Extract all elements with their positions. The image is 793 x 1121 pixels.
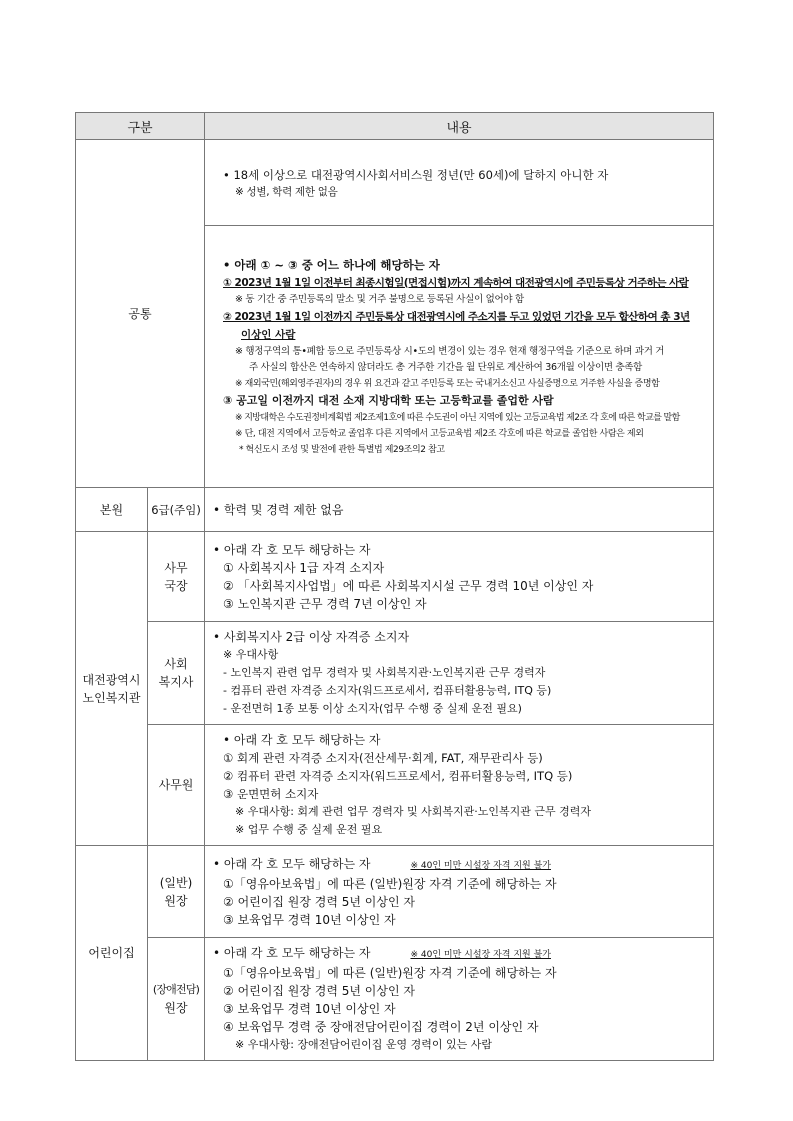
eligibility-table xyxy=(75,112,714,1061)
table-row xyxy=(76,140,714,226)
social-worker-pref-1: - 노인복지 관련 업무 경력자 및 사회복지관·노인복지관 근무 경력자 xyxy=(223,666,546,679)
table-row xyxy=(76,725,714,846)
director-intro: • 아래 각 호 모두 해당하는 자 xyxy=(213,542,371,557)
residency-criterion-3-note3: * 혁신도시 조성 및 발전에 관한 특별법 제29조의2 참고 xyxy=(239,444,445,455)
general-director-label-l1: (일반) xyxy=(159,875,193,890)
clerk-item-2: ② 컴퓨터 관련 자격증 소지자(워드프로세서, 컴퓨터활용능력, ITQ 등) xyxy=(223,769,573,783)
main-content-cell xyxy=(205,488,714,532)
header-category: 구분 xyxy=(76,113,205,140)
disabled-director-label-l2: 원장 xyxy=(164,1001,188,1015)
disabled-director-pref: ※ 우대사항: 장애전담어린이집 운영 경력이 있는 사람 xyxy=(235,1038,493,1051)
disabled-director-content xyxy=(205,938,714,1061)
disabled-director-intro: • 아래 각 호 모두 해당하는 자 xyxy=(213,946,371,960)
social-worker-intro: • 사회복지사 2급 이상 자격증 소지자 xyxy=(213,630,410,644)
main-label: 본원 xyxy=(76,488,148,532)
disabled-director-intro-line xyxy=(213,944,705,964)
general-director-content xyxy=(205,846,714,938)
general-director-item-1: ①「영유아보육법」에 따른 (일반)원장 자격 기준에 해당하는 자 xyxy=(223,876,557,891)
residency-criterion-1: ① 2023년 1월 1일 이전부터 최종시험일(면접시험)까지 계속하여 대전광역시에 주민등록상 거주하는 사람 xyxy=(223,276,689,289)
social-worker-pref-3: - 운전면허 1종 보통 이상 소지자(업무 수행 중 실제 운전 필요) xyxy=(223,702,522,715)
director-label-l1: 사무 xyxy=(164,560,188,575)
clerk-note-2: ※ 업무 수행 중 실제 운전 필요 xyxy=(235,823,383,836)
director-item-3: ③ 노인복지관 근무 경력 7년 이상인 자 xyxy=(223,596,427,611)
director-content xyxy=(205,532,714,622)
residency-criterion-3-note1: ※ 지방대학은 수도권정비계획법 제2조제1호에 따른 수도권이 아닌 지역에 있는 고등교육법 제2조 각 호에 따른 학교를 말함 xyxy=(235,412,680,423)
general-director-intro: • 아래 각 호 모두 해당하는 자 xyxy=(213,856,371,871)
director-label-l2: 국장 xyxy=(164,578,188,593)
common-age-line: • 18세 이상으로 대전광역시사회서비스원 정년(만 60세)에 달하지 아니한 자 xyxy=(223,167,609,182)
disabled-director-label-l1: (장애전담) xyxy=(152,983,200,996)
residency-criterion-2-cont: 이상인 사람 xyxy=(241,328,296,341)
residency-criterion-3-note2: ※ 단, 대전 지역에서 고등학교 졸업후 다른 지역에서 고등교육법 제2조 각호에 따른 학교를 졸업한 사람은 제외 xyxy=(235,428,644,439)
clerk-item-1: ① 회계 관련 자격증 소지자(전산세무·회계, FAT, 재무관리사 등) xyxy=(223,751,543,765)
social-worker-pref-2: - 컴퓨터 관련 자격증 소지자(워드프로세서, 컴퓨터활용능력, ITQ 등) xyxy=(223,684,552,697)
table-row xyxy=(76,532,714,622)
table-row xyxy=(76,938,714,1061)
clerk-item-3: ③ 운면면허 소지자 xyxy=(223,787,319,801)
common-age-note: ※ 성별, 학력 제한 없음 xyxy=(235,185,338,198)
table-row xyxy=(76,622,714,725)
main-sub-label: 6급(주임) xyxy=(148,488,205,532)
clerk-intro: • 아래 각 호 모두 해당하는 자 xyxy=(223,733,381,747)
general-director-item-3: ③ 보육업무 경력 10년 이상인 자 xyxy=(223,912,396,927)
residency-criterion-2: ② 2023년 1월 1일 이전까지 주민등록상 대전광역시에 주소지를 두고 있었던 기간을 모두 합산하여 총 3년 xyxy=(223,310,690,323)
residency-criterion-2-note1: ※ 행정구역의 통•폐합 등으로 주민등록상 시•도의 변경이 있는 경우 현재 행정구역을 기준으로 하며 과거 거 xyxy=(235,345,665,357)
common-block2 xyxy=(205,226,714,488)
clerk-note-1: ※ 우대사항: 회계 관련 업무 경력자 및 사회복지관·노인복지관 근무 경력자 xyxy=(235,805,592,818)
clerk-label: 사무원 xyxy=(148,725,205,846)
daycare-label: 어린이집 xyxy=(76,846,148,1061)
main-content: • 학력 및 경력 제한 없음 xyxy=(213,502,344,517)
common-block1 xyxy=(205,140,714,226)
social-worker-label xyxy=(148,622,205,725)
disabled-director-item-1: ①「영유아보육법」에 따른 (일반)원장 자격 기준에 해당하는 자 xyxy=(223,966,557,980)
general-director-tag: ※ 40인 미만 시설장 자격 지원 불가 xyxy=(410,860,551,871)
social-worker-label-l1: 사회 xyxy=(164,657,188,671)
social-worker-content xyxy=(205,622,714,725)
residency-criterion-3: ③ 공고일 이전까지 대전 소재 지방대학 또는 고등학교를 졸업한 사람 xyxy=(223,393,554,407)
common-label: 공통 xyxy=(76,140,205,488)
disabled-director-item-2: ② 어린이집 원장 경력 5년 이상인 자 xyxy=(223,984,415,998)
general-director-label-l2: 원장 xyxy=(164,893,188,908)
disabled-director-label xyxy=(148,938,205,1061)
general-director-item-2: ② 어린이집 원장 경력 5년 이상인 자 xyxy=(223,894,415,909)
senior-center-label-l2: 노인복지관 xyxy=(82,690,141,705)
director-label xyxy=(148,532,205,622)
general-director-label xyxy=(148,846,205,938)
director-item-1: ① 사회복지사 1급 자격 소지자 xyxy=(223,560,385,575)
header-content: 내용 xyxy=(205,113,714,140)
disabled-director-item-4: ④ 보육업무 경력 중 장애전담어린이집 경력이 2년 이상인 자 xyxy=(223,1020,539,1034)
table-row xyxy=(76,846,714,938)
social-worker-pref: ※ 우대사항 xyxy=(223,648,279,661)
residency-intro: • 아래 ① ~ ③ 중 어느 하나에 해당하는 자 xyxy=(223,257,440,272)
table-row xyxy=(76,488,714,532)
senior-center-label xyxy=(76,532,148,846)
clerk-content xyxy=(205,725,714,846)
residency-criterion-2-note2: ※ 재외국민(해외영주권자)의 경우 위 요건과 같고 주민등록 또는 국내거소신고 사실증명으로 거주한 사실을 증명함 xyxy=(235,378,660,389)
general-director-intro-line xyxy=(213,855,705,875)
disabled-director-item-3: ③ 보육업무 경력 10년 이상인 자 xyxy=(223,1002,396,1016)
table-header-row xyxy=(76,113,714,140)
director-item-2: ② 「사회복지사업법」에 따른 사회복지시설 근무 경력 10년 이상인 자 xyxy=(223,578,594,593)
residency-criterion-1-note: ※ 동 기간 중 주민등록의 말소 및 거주 불명으로 등록된 사실이 없어야 함 xyxy=(235,293,524,305)
residency-criterion-2-note1-cont: 주 사실의 합산은 연속하지 않더라도 총 거주한 기간을 월 단위로 계산하여 36개월 이상이면 충족함 xyxy=(249,361,643,373)
senior-center-label-l1: 대전광역시 xyxy=(82,672,141,687)
disabled-director-tag: ※ 40인 미만 시설장 자격 지원 불가 xyxy=(410,950,551,960)
social-worker-label-l2: 복지사 xyxy=(158,675,194,689)
